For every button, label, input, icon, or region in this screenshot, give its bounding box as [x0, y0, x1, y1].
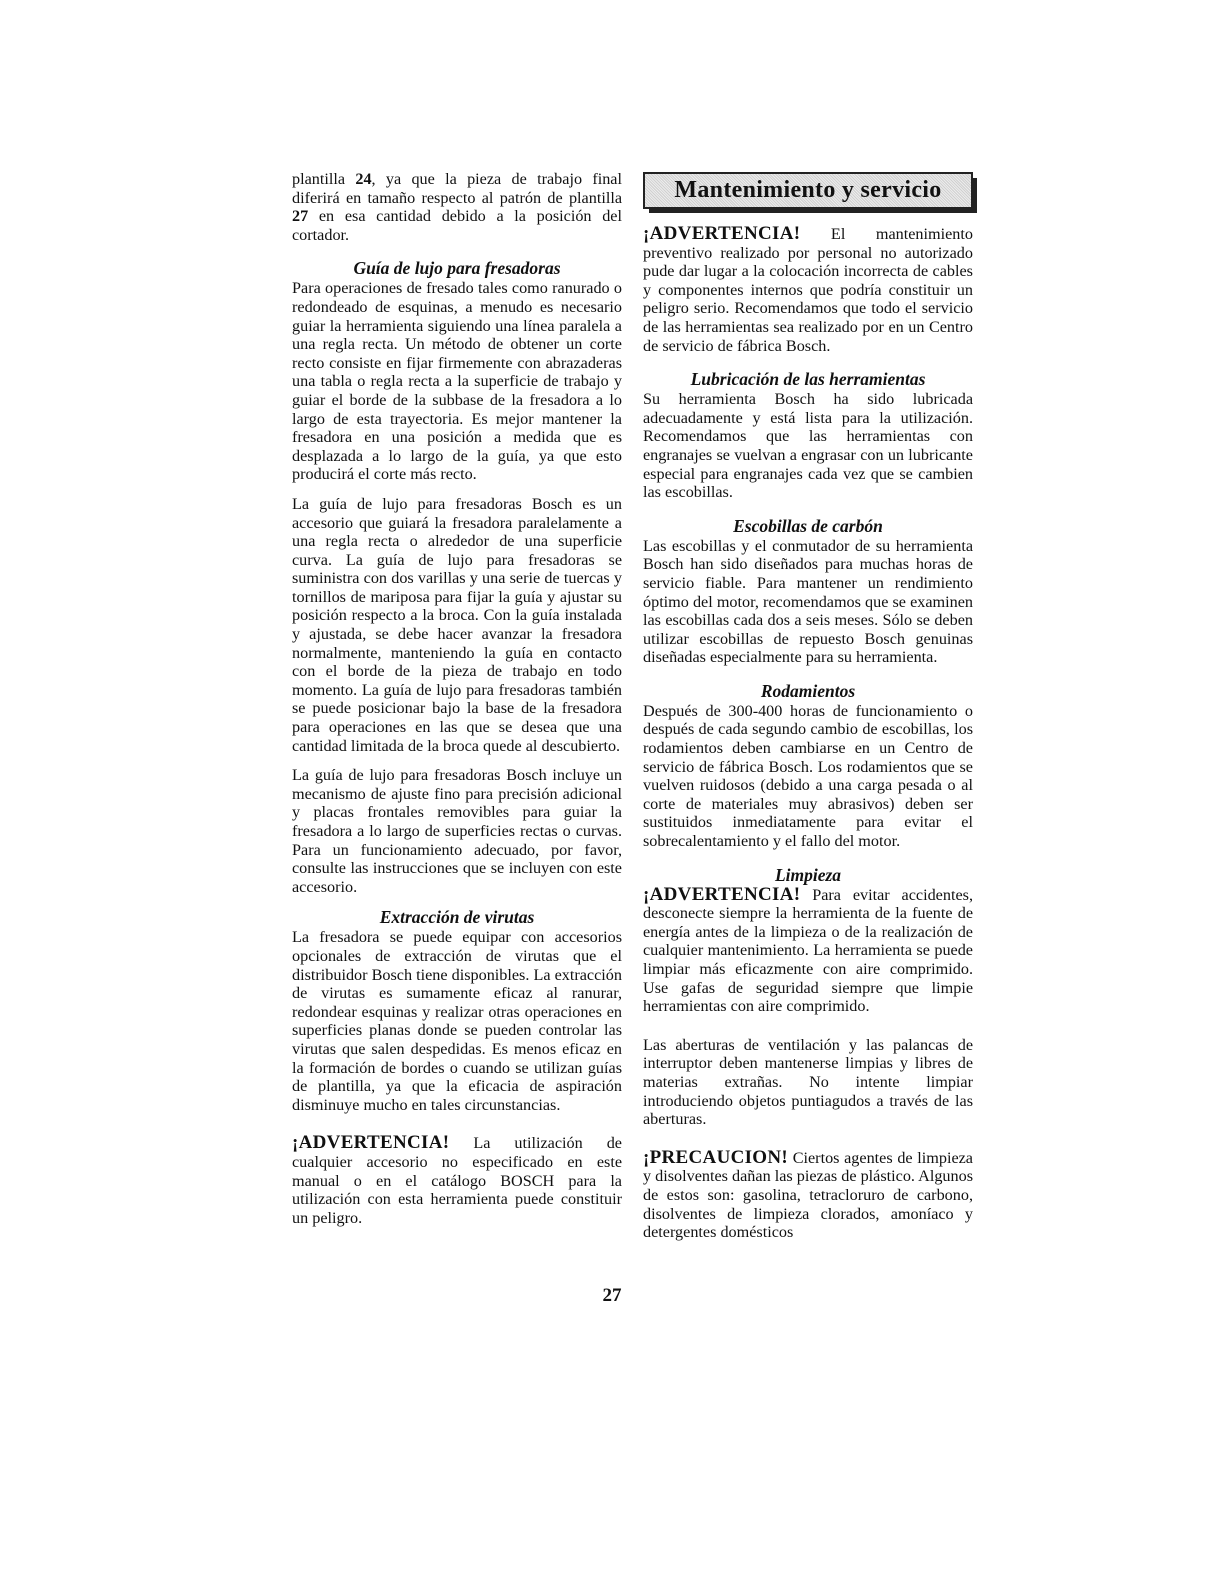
right-column	[643, 170, 973, 1253]
caution-label: ¡PRECAUCION!	[643, 1146, 789, 1168]
heading-escobillas: Escobillas de carbón	[733, 515, 883, 536]
aberturas-paragraph: Las aberturas de ventilación y las palancas de interruptor deben mantenerse limpias y libres de materias extrañas. No intente limpiar introduciendo objetos puntiagudos a través de las aberturas.	[643, 1035, 973, 1129]
section-title-box	[643, 172, 973, 209]
template-ref-24: 24	[355, 170, 372, 188]
intro-text-c: , ya que la pieza de trabajo final diferirá en tamaño respecto al patrón de plantilla	[292, 170, 622, 207]
warning-accessory	[292, 1134, 622, 1227]
lubricacion-paragraph: Su herramienta Bosch ha sido lubricada adecuadamente y está lista para la utilización. Recomendamos que las herramientas con engranajes se vuelvan a engrasar con un lubricante especial para engranajes cada vez que se cambien las escobillas.	[643, 390, 973, 502]
heading-lubricacion: Lubricación de las herramientas	[690, 369, 926, 390]
warning-maintenance	[643, 225, 973, 355]
left-column	[292, 170, 622, 1238]
intro-text-a: plantilla	[292, 170, 356, 188]
caution-cleaning-agents	[643, 1146, 973, 1242]
guia-paragraph-3: La guía de lujo para fresadoras Bosch incluye un mecanismo de ajuste fino para precisión adicional y placas frontales removibles para guiar la fresadora a lo largo de superficies rectas o curvas. Para un funcionamiento adecuado, por favor, consulte las instrucciones que se incluyen con este accesorio.	[292, 766, 622, 896]
caution-text: Ciertos agentes de limpieza y disolventes dañan las piezas de plástico. Algunos de estos son: gasolina, tetracloruro de carbono, disolventes de limpieza clorados, amoníaco y detergentes domésticos	[643, 1148, 973, 1242]
warning-text: La utilización de cualquier accesorio no especificado en este manual o en el catálogo BOSCH para la utilización con esta herramienta puede constituir un peligro.	[292, 1134, 622, 1227]
warning-text: Para evitar accidentes, desconecte siempre la herramienta de la fuente de energía antes de la limpieza o de la realización de cualquier mantenimiento. La herramienta se puede limpiar más eficazmente con aire comprimido. Use gafas de seguridad siempre que limpie herramientas con aire comprimido.	[643, 885, 973, 1016]
heading-guia-lujo: Guía de lujo para fresadoras	[353, 258, 561, 279]
page-number: 27	[602, 1285, 622, 1306]
heading-rodamientos: Rodamientos	[760, 680, 856, 701]
guia-paragraph-2: La guía de lujo para fresadoras Bosch es un accesorio que guiará la fresadora paralelamente a una regla recta o alrededor de una superficie curva. La guía de lujo para fresadoras se suministra con dos varillas y una serie de tuercas y tornillos de mariposa para fijar la guía y ajustar su posición respecto a la broca. Con la guía instalada y ajustada, se debe hacer avanzar la fresadora normalmente, manteniendo la guía en contacto con el borde de la pieza de trabajo en todo momento. La guía de lujo para fresadoras también se puede posicionar bajo la base de la fresadora para operaciones en las que se desea que una cantidad limitada de la broca quede al descubierto.	[292, 494, 622, 755]
warning-cleaning	[643, 883, 973, 1016]
warning-label: ¡ADVERTENCIA!	[292, 1132, 450, 1154]
guia-paragraph-1: Para operaciones de fresado tales como ranurado o redondeado de esquinas, a menudo es necesario guiar la herramienta siguiendo una línea paralela a una regla recta. Un método de obtener un corte recto consiste en fijar firmemente con abrazaderas una tabla o regla recta a la superficie de trabajo y guiar el borde de la subbase de la fresadora a lo largo de esta trayectoria. Es mejor mantener la fresadora en una posición a medida que es desplazada a lo largo de la guía, ya que esto producirá el corte más recto.	[292, 279, 622, 484]
heading-limpieza: Limpieza	[774, 864, 842, 885]
escobillas-paragraph: Las escobillas y el conmutador de su herramienta Bosch han sido diseñados para muchas horas de servicio fiable. Para mantener un rendimiento óptimo del motor, recomendamos que se examinen las escobillas cada dos a seis meses. Sólo se deben utilizar escobillas de repuesto Bosch genuinas diseñadas especialmente para su herramienta.	[643, 536, 973, 667]
warning-label: ¡ADVERTENCIA!	[643, 223, 801, 244]
heading-extraccion: Extracción de virutas	[379, 907, 535, 928]
section-title: Mantenimiento y servicio	[674, 177, 942, 204]
template-ref-27: 27	[292, 207, 309, 226]
intro-paragraph	[292, 170, 622, 244]
warning-text: El mantenimiento preventivo realizado por personal no autorizado pude dar lugar a la colocación incorrecta de cables y componentes internos que podría constituir un peligro serio. Recomendamos que todo el servicio de las herramientas sea realizado por en un Centro de servicio de fábrica Bosch.	[643, 225, 973, 355]
intro-text-d: en esa cantidad debido a la posición del cortador.	[292, 207, 622, 244]
rodamientos-paragraph: Después de 300-400 horas de funcionamiento o después de cada segundo cambio de escobillas, los rodamientos deben cambiarse en un Centro de servicio de fábrica Bosch. Los rodamientos que se vuelven ruidosos (debido a una carga pesada o al corte de materiales muy abrasivos) deben ser sustituidos inmediatamente para evitar el sobrecalentamiento y el fallo del motor.	[643, 701, 973, 851]
warning-label: ¡ADVERTENCIA!	[643, 883, 801, 905]
extraccion-paragraph: La fresadora se puede equipar con accesorios opcionales de extracción de virutas que el distribuidor Bosch tiene disponibles. La extracción de virutas es sumamente eficaz al ranurar, redondear esquinas y realizar otras operaciones en superficies planas donde se pueden controlar las virutas que salen despedidas. Es menos eficaz en la formación de bordes o cuando se utilizan guías de plantilla, ya que la eficacia de aspiración disminuye mucho en tales circunstancias.	[292, 928, 622, 1114]
